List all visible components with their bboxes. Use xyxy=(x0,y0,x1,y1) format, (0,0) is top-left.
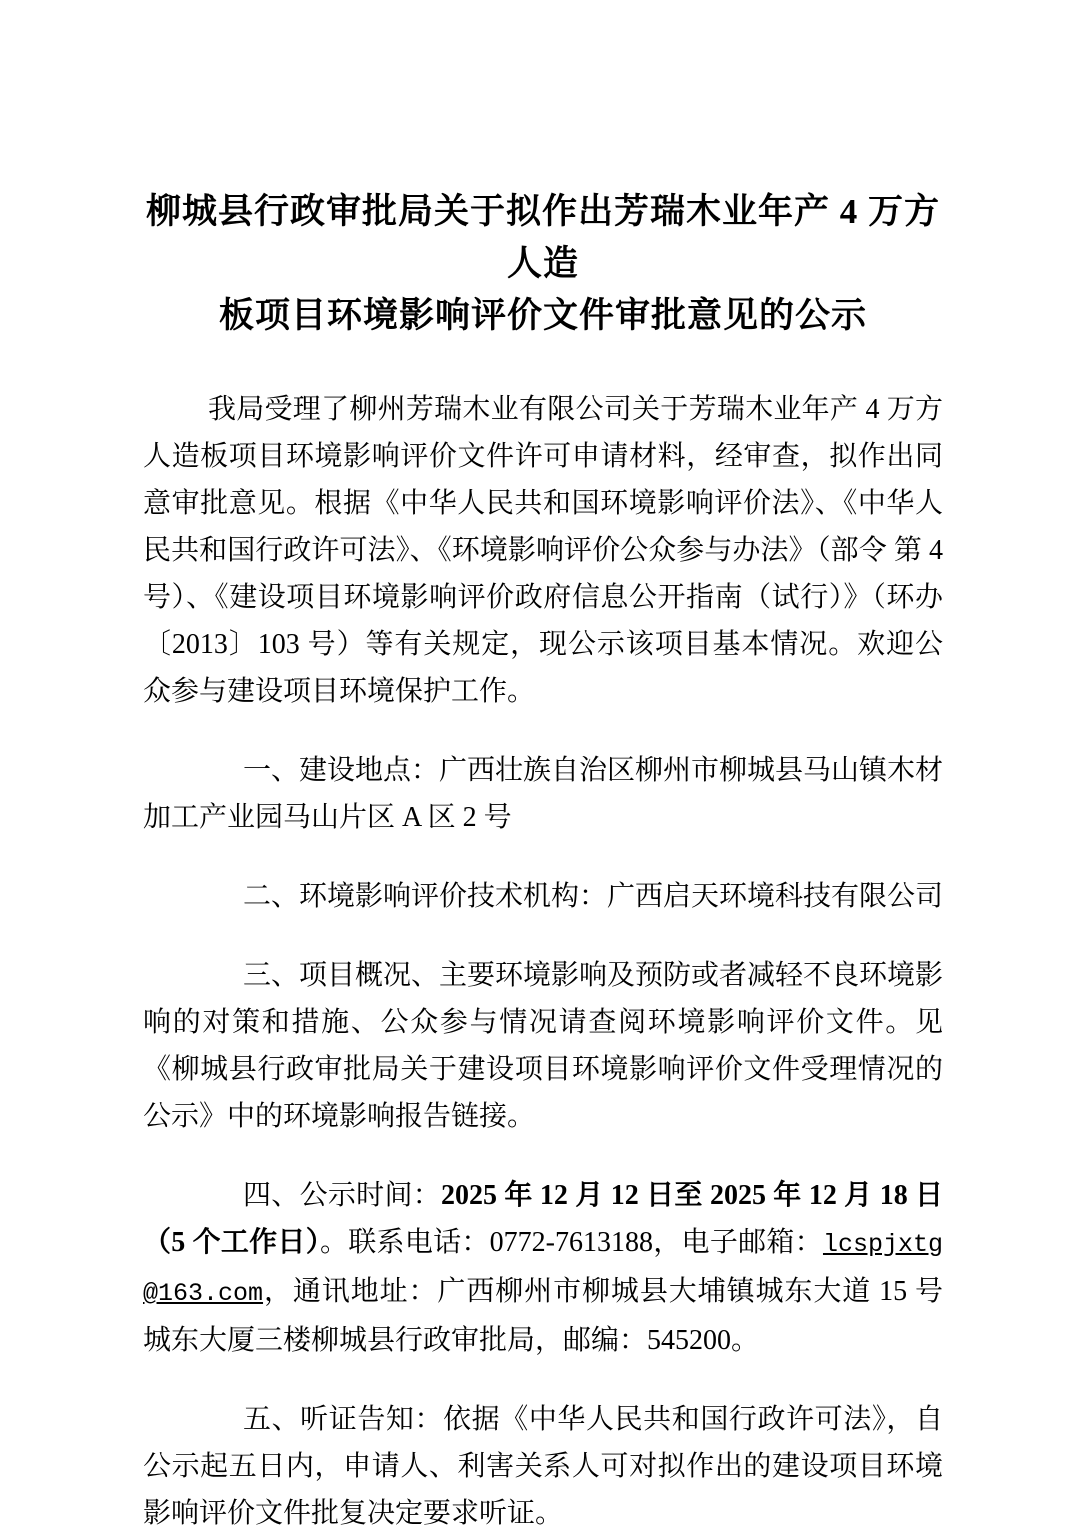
intro-paragraph: 我局受理了柳州芳瑞木业有限公司关于芳瑞木业年产 4 万方人造板项目环境影响评价文件许可申请材料，经审查，拟作出同意审批意见。根据《中华人民共和国环境影响评价法》、《中华人民共和国行政许可法》、《环境影响评价公众参与办法》（部令 第 4 号）、《建设项目环境影响评价政府信息公开指南（试行）》（环办〔2013〕103 号）等有关规定，现公示该项目基本情况。欢迎公众参与建设项目环境保护工作。 xyxy=(143,394,943,707)
document-title-line-2: 板项目环境影响评价文件审批意见的公示 xyxy=(218,296,867,335)
contact-info-text: 。联系电话：0772-7613188，电子邮箱： xyxy=(319,1227,823,1258)
item-construction-site: 一、建设地点：广西壮族自治区柳州市柳城县马山镇木材加工产业园马山片区 A 区 2 号 xyxy=(143,755,944,833)
document-title-line-1: 柳城县行政审批局关于拟作出芳瑞木业年产 4 万方人造 xyxy=(145,192,940,283)
publicity-period-label: 四、公示时间： xyxy=(243,1180,442,1211)
publicity-period-dates: 2025 年 12 月 12 日至 2025 年 12 月 18 日（5 个工作日） xyxy=(143,1180,943,1258)
item-project-overview: 三、项目概况、主要环境影响及预防或者减轻不良环境影响的对策和措施、公众参与情况请查阅环境影响评价文件。见《柳城县行政审批局关于建设项目环境影响评价文件受理情况的公示》中的环境影响报告链接。 xyxy=(143,960,944,1132)
document-title xyxy=(143,186,943,342)
email-link[interactable]: lcspjxtg@163.com xyxy=(143,1230,943,1308)
item-hearing-notice: 五、听证告知：依据《中华人民共和国行政许可法》，自公示起五日内，申请人、利害关系人可对拟作出的建设项目环境影响评价文件批复决定要求听证。 xyxy=(143,1404,943,1529)
item-publicity-period xyxy=(143,1172,943,1364)
item-eia-agency: 二、环境影响评价技术机构：广西启天环境科技有限公司 xyxy=(243,881,944,912)
mailing-address-text: ，通讯地址：广西柳州市柳城县大埔镇城东大道 15 号城东大厦三楼柳城县行政审批局，邮编：545200。 xyxy=(143,1276,943,1356)
